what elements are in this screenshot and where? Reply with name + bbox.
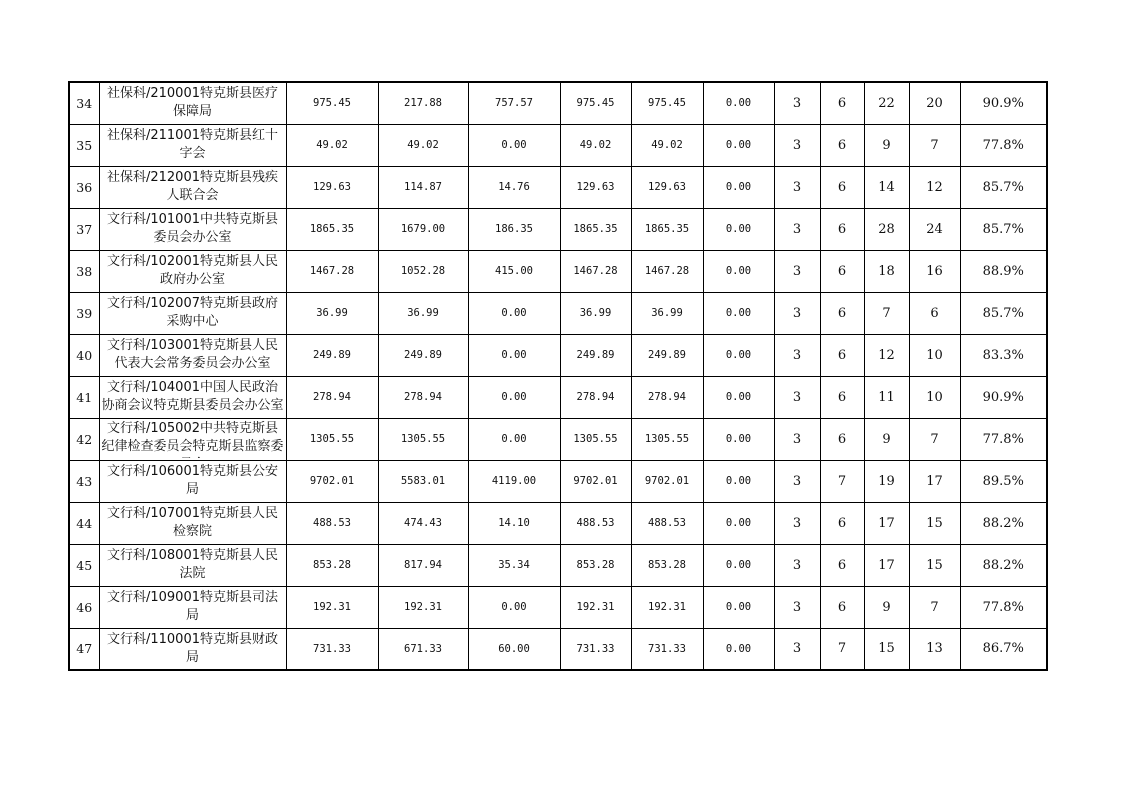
count-cell-4: 24 xyxy=(909,208,960,250)
count-cell-1: 3 xyxy=(774,166,820,208)
count-cell-2: 7 xyxy=(820,628,864,670)
amount-cell-3: 415.00 xyxy=(468,250,560,292)
amount-cell-6: 0.00 xyxy=(703,418,774,460)
percent-cell: 88.9% xyxy=(960,250,1047,292)
percent-cell: 77.8% xyxy=(960,418,1047,460)
unit-name-cell xyxy=(99,250,286,292)
count-cell-1: 3 xyxy=(774,82,820,124)
amount-cell-2: 217.88 xyxy=(378,82,468,124)
count-cell-3: 9 xyxy=(864,124,909,166)
count-cell-2: 6 xyxy=(820,334,864,376)
count-cell-3: 14 xyxy=(864,166,909,208)
unit-name-text: 文行科/110001特克斯县财政局 xyxy=(106,631,278,665)
count-cell-1: 3 xyxy=(774,124,820,166)
amount-cell-4: 731.33 xyxy=(560,628,631,670)
amount-cell-4: 975.45 xyxy=(560,82,631,124)
count-cell-4: 10 xyxy=(909,334,960,376)
percent-cell: 85.7% xyxy=(960,208,1047,250)
amount-cell-4: 49.02 xyxy=(560,124,631,166)
row-number-cell: 39 xyxy=(69,292,99,334)
count-cell-1: 3 xyxy=(774,208,820,250)
amount-cell-5: 278.94 xyxy=(631,376,703,418)
count-cell-4: 12 xyxy=(909,166,960,208)
unit-name-text: 文行科/102001特克斯县人民政府办公室 xyxy=(106,254,278,287)
amount-cell-1: 731.33 xyxy=(286,628,378,670)
unit-name-cell xyxy=(99,586,286,628)
amount-cell-5: 49.02 xyxy=(631,124,703,166)
amount-cell-3: 0.00 xyxy=(468,124,560,166)
row-number-cell: 47 xyxy=(69,628,99,670)
count-cell-1: 3 xyxy=(774,418,820,460)
count-cell-3: 19 xyxy=(864,460,909,502)
count-cell-4: 7 xyxy=(909,418,960,460)
unit-name-text: 社保科/210001特克斯县医疗保障局 xyxy=(106,86,278,120)
amount-cell-3: 14.10 xyxy=(468,502,560,544)
row-number-cell: 34 xyxy=(69,82,99,124)
count-cell-2: 6 xyxy=(820,166,864,208)
count-cell-2: 7 xyxy=(820,460,864,502)
unit-name-cell xyxy=(99,418,286,460)
amount-cell-5: 975.45 xyxy=(631,82,703,124)
percent-cell: 86.7% xyxy=(960,628,1047,670)
amount-cell-1: 129.63 xyxy=(286,166,378,208)
count-cell-1: 3 xyxy=(774,628,820,670)
count-cell-2: 6 xyxy=(820,250,864,292)
unit-name-cell xyxy=(99,292,286,334)
amount-cell-1: 192.31 xyxy=(286,586,378,628)
percent-cell: 90.9% xyxy=(960,82,1047,124)
amount-cell-4: 249.89 xyxy=(560,334,631,376)
unit-name-cell xyxy=(99,82,286,124)
table-row xyxy=(69,502,1047,544)
amount-cell-4: 129.63 xyxy=(560,166,631,208)
count-cell-2: 6 xyxy=(820,124,864,166)
table-row xyxy=(69,292,1047,334)
amount-cell-5: 1865.35 xyxy=(631,208,703,250)
table-row xyxy=(69,586,1047,628)
amount-cell-6: 0.00 xyxy=(703,586,774,628)
row-number-cell: 41 xyxy=(69,376,99,418)
amount-cell-1: 853.28 xyxy=(286,544,378,586)
count-cell-2: 6 xyxy=(820,82,864,124)
count-cell-1: 3 xyxy=(774,544,820,586)
amount-cell-3: 0.00 xyxy=(468,586,560,628)
count-cell-4: 15 xyxy=(909,544,960,586)
unit-name-text: 文行科/106001特克斯县公安局 xyxy=(106,464,278,497)
count-cell-1: 3 xyxy=(774,292,820,334)
amount-cell-1: 278.94 xyxy=(286,376,378,418)
table-row xyxy=(69,376,1047,418)
percent-cell: 85.7% xyxy=(960,292,1047,334)
amount-cell-6: 0.00 xyxy=(703,544,774,586)
row-number-cell: 38 xyxy=(69,250,99,292)
count-cell-1: 3 xyxy=(774,502,820,544)
unit-name-text: 文行科/102007特克斯县政府采购中心 xyxy=(106,296,278,329)
amount-cell-3: 35.34 xyxy=(468,544,560,586)
count-cell-4: 7 xyxy=(909,124,960,166)
amount-cell-1: 9702.01 xyxy=(286,460,378,502)
unit-name-text: 文行科/103001特克斯县人民代表大会常务委员会办公室 xyxy=(106,338,278,371)
unit-name-cell xyxy=(99,460,286,502)
amount-cell-1: 49.02 xyxy=(286,124,378,166)
unit-name-cell xyxy=(99,124,286,166)
count-cell-4: 7 xyxy=(909,586,960,628)
amount-cell-2: 5583.01 xyxy=(378,460,468,502)
amount-cell-5: 36.99 xyxy=(631,292,703,334)
amount-cell-3: 0.00 xyxy=(468,292,560,334)
count-cell-3: 7 xyxy=(864,292,909,334)
percent-cell: 88.2% xyxy=(960,544,1047,586)
row-number-cell: 35 xyxy=(69,124,99,166)
amount-cell-1: 1865.35 xyxy=(286,208,378,250)
count-cell-3: 18 xyxy=(864,250,909,292)
amount-cell-2: 249.89 xyxy=(378,334,468,376)
count-cell-4: 17 xyxy=(909,460,960,502)
data-table xyxy=(68,81,1048,671)
table-row xyxy=(69,82,1047,124)
unit-name-text: 社保科/211001特克斯县红十字会 xyxy=(106,128,278,161)
count-cell-3: 17 xyxy=(864,544,909,586)
table-row xyxy=(69,208,1047,250)
amount-cell-3: 0.00 xyxy=(468,334,560,376)
data-table-sheet xyxy=(68,81,1046,671)
amount-cell-2: 671.33 xyxy=(378,628,468,670)
count-cell-4: 16 xyxy=(909,250,960,292)
amount-cell-5: 1467.28 xyxy=(631,250,703,292)
amount-cell-2: 817.94 xyxy=(378,544,468,586)
count-cell-2: 6 xyxy=(820,586,864,628)
count-cell-2: 6 xyxy=(820,544,864,586)
count-cell-3: 22 xyxy=(864,82,909,124)
count-cell-1: 3 xyxy=(774,586,820,628)
table-row xyxy=(69,460,1047,502)
amount-cell-2: 1679.00 xyxy=(378,208,468,250)
amount-cell-5: 1305.55 xyxy=(631,418,703,460)
row-number-cell: 44 xyxy=(69,502,99,544)
amount-cell-2: 49.02 xyxy=(378,124,468,166)
percent-cell: 88.2% xyxy=(960,502,1047,544)
amount-cell-3: 757.57 xyxy=(468,82,560,124)
count-cell-1: 3 xyxy=(774,250,820,292)
amount-cell-6: 0.00 xyxy=(703,208,774,250)
amount-cell-2: 114.87 xyxy=(378,166,468,208)
amount-cell-3: 0.00 xyxy=(468,418,560,460)
amount-cell-4: 192.31 xyxy=(560,586,631,628)
count-cell-1: 3 xyxy=(774,334,820,376)
count-cell-3: 9 xyxy=(864,418,909,460)
percent-cell: 77.8% xyxy=(960,124,1047,166)
amount-cell-6: 0.00 xyxy=(703,82,774,124)
unit-name-text: 文行科/107001特克斯县人民检察院 xyxy=(106,506,278,539)
unit-name-text: 文行科/101001中共特克斯县委员会办公室 xyxy=(106,212,278,245)
count-cell-1: 3 xyxy=(774,376,820,418)
row-number-cell: 45 xyxy=(69,544,99,586)
count-cell-1: 3 xyxy=(774,460,820,502)
count-cell-3: 17 xyxy=(864,502,909,544)
percent-cell: 89.5% xyxy=(960,460,1047,502)
amount-cell-4: 853.28 xyxy=(560,544,631,586)
amount-cell-4: 9702.01 xyxy=(560,460,631,502)
amount-cell-5: 9702.01 xyxy=(631,460,703,502)
unit-name-cell xyxy=(99,376,286,418)
amount-cell-6: 0.00 xyxy=(703,250,774,292)
table-row xyxy=(69,418,1047,460)
count-cell-2: 6 xyxy=(820,376,864,418)
amount-cell-6: 0.00 xyxy=(703,460,774,502)
row-number-cell: 37 xyxy=(69,208,99,250)
amount-cell-1: 249.89 xyxy=(286,334,378,376)
amount-cell-5: 731.33 xyxy=(631,628,703,670)
amount-cell-1: 1467.28 xyxy=(286,250,378,292)
count-cell-3: 9 xyxy=(864,586,909,628)
amount-cell-1: 975.45 xyxy=(286,82,378,124)
unit-name-text: 文行科/108001特克斯县人民法院 xyxy=(106,548,278,581)
amount-cell-6: 0.00 xyxy=(703,334,774,376)
count-cell-3: 28 xyxy=(864,208,909,250)
amount-cell-6: 0.00 xyxy=(703,502,774,544)
row-number-cell: 40 xyxy=(69,334,99,376)
row-number-cell: 42 xyxy=(69,418,99,460)
unit-name-text: 文行科/109001特克斯县司法局 xyxy=(106,590,278,623)
count-cell-4: 20 xyxy=(909,82,960,124)
count-cell-2: 6 xyxy=(820,502,864,544)
count-cell-2: 6 xyxy=(820,418,864,460)
amount-cell-4: 278.94 xyxy=(560,376,631,418)
amount-cell-1: 1305.55 xyxy=(286,418,378,460)
table-row xyxy=(69,544,1047,586)
amount-cell-2: 278.94 xyxy=(378,376,468,418)
amount-cell-2: 1305.55 xyxy=(378,418,468,460)
unit-name-cell xyxy=(99,628,286,670)
amount-cell-5: 192.31 xyxy=(631,586,703,628)
amount-cell-5: 488.53 xyxy=(631,502,703,544)
row-number-cell: 36 xyxy=(69,166,99,208)
amount-cell-4: 1865.35 xyxy=(560,208,631,250)
row-number-cell: 43 xyxy=(69,460,99,502)
unit-name-cell xyxy=(99,544,286,586)
percent-cell: 90.9% xyxy=(960,376,1047,418)
unit-name-text: 文行科/104001中国人民政治协商会议特克斯县委员会办公室 xyxy=(101,380,284,413)
amount-cell-6: 0.00 xyxy=(703,166,774,208)
unit-name-cell xyxy=(99,166,286,208)
count-cell-4: 10 xyxy=(909,376,960,418)
amount-cell-5: 129.63 xyxy=(631,166,703,208)
amount-cell-4: 36.99 xyxy=(560,292,631,334)
amount-cell-5: 853.28 xyxy=(631,544,703,586)
amount-cell-2: 192.31 xyxy=(378,586,468,628)
amount-cell-3: 14.76 xyxy=(468,166,560,208)
percent-cell: 85.7% xyxy=(960,166,1047,208)
amount-cell-3: 60.00 xyxy=(468,628,560,670)
count-cell-3: 11 xyxy=(864,376,909,418)
table-row xyxy=(69,124,1047,166)
amount-cell-4: 1467.28 xyxy=(560,250,631,292)
table-row xyxy=(69,334,1047,376)
percent-cell: 77.8% xyxy=(960,586,1047,628)
amount-cell-6: 0.00 xyxy=(703,124,774,166)
amount-cell-1: 488.53 xyxy=(286,502,378,544)
table-row xyxy=(69,628,1047,670)
amount-cell-4: 488.53 xyxy=(560,502,631,544)
amount-cell-1: 36.99 xyxy=(286,292,378,334)
unit-name-text: 文行科/105002中共特克斯县纪律检查委员会特克斯县监察委 xyxy=(101,421,284,454)
unit-name-cell xyxy=(99,208,286,250)
amount-cell-2: 36.99 xyxy=(378,292,468,334)
count-cell-4: 6 xyxy=(909,292,960,334)
amount-cell-4: 1305.55 xyxy=(560,418,631,460)
amount-cell-2: 1052.28 xyxy=(378,250,468,292)
count-cell-3: 12 xyxy=(864,334,909,376)
count-cell-4: 15 xyxy=(909,502,960,544)
amount-cell-3: 186.35 xyxy=(468,208,560,250)
amount-cell-6: 0.00 xyxy=(703,376,774,418)
table-row xyxy=(69,166,1047,208)
count-cell-4: 13 xyxy=(909,628,960,670)
count-cell-2: 6 xyxy=(820,208,864,250)
table-row xyxy=(69,250,1047,292)
table-body xyxy=(69,82,1047,670)
percent-cell: 83.3% xyxy=(960,334,1047,376)
amount-cell-3: 4119.00 xyxy=(468,460,560,502)
amount-cell-6: 0.00 xyxy=(703,628,774,670)
unit-name-cell xyxy=(99,502,286,544)
amount-cell-2: 474.43 xyxy=(378,502,468,544)
amount-cell-3: 0.00 xyxy=(468,376,560,418)
amount-cell-5: 249.89 xyxy=(631,334,703,376)
unit-name-text: 社保科/212001特克斯县残疾人联合会 xyxy=(106,170,278,203)
amount-cell-6: 0.00 xyxy=(703,292,774,334)
count-cell-2: 6 xyxy=(820,292,864,334)
unit-name-cell xyxy=(99,334,286,376)
count-cell-3: 15 xyxy=(864,628,909,670)
row-number-cell: 46 xyxy=(69,586,99,628)
